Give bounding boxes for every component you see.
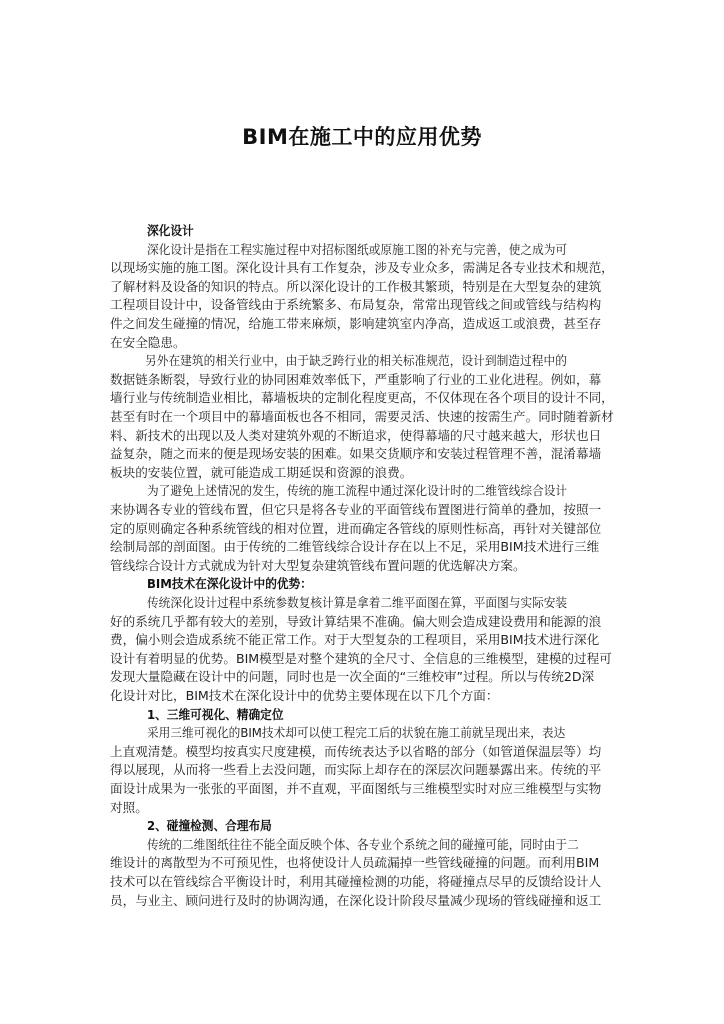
paragraph-line: 墙行业与传统制造业相比，幕墙板块的定制化程度更高，不仅体现在各个项目的设计不同， <box>110 390 614 406</box>
paragraph-line: 采用三维可视化的BIM技术却可以使工程完工后的状貌在施工前就呈现出来，表达 <box>147 725 566 741</box>
paragraph-line: 以现场实施的施工图。深化设计具有工作复杂，涉及专业众多，需满足各专业技术和规范， <box>110 260 614 276</box>
document-title: BIM在施工中的应用优势 <box>242 125 482 149</box>
paragraph-line: 料、新技术的出现以及人类对建筑外观的不断追求，使得幕墙的尺寸越来越大，形状也日 <box>110 427 602 443</box>
paragraph-line: 维设计的离散型为不可预见性，也将使设计人员疏漏掉一些管线碰撞的问题。而利用BIM <box>110 855 600 871</box>
paragraph-line: 传统的二维图纸往往不能全面反映个体、各专业个系统之间的碰撞可能，同时由于二 <box>147 836 579 852</box>
paragraph-line: 工程项目设计中，设备管线由于系统繁多、布局复杂，常常出现管线之间或管线与结构构 <box>110 297 602 313</box>
paragraph-line: 传统深化设计过程中系统参数复核计算是拿着二维平面图在算，平面图与实际安装 <box>147 595 568 610</box>
paragraph-line: 发现大量隐藏在设计中的问题，同时也是一次全面的“三维校审”过程。所以与传统2D深 <box>110 669 595 685</box>
paragraph-line: 定的原则确定各种系统管线的相对位置，进而确定各管线的原则性标高，再针对关键部位 <box>110 520 602 536</box>
section-heading: 深化设计 <box>147 223 194 238</box>
paragraph-line: 益复杂，随之而来的便是现场安装的困难。如果交货顺序和安装过程管理不善，混淆幕墙 <box>110 446 602 462</box>
paragraph-line: 面设计成果为一张张的平面图，并不直观，平面图纸与三维模型实时对应三维模型与实物 <box>110 781 602 796</box>
paragraph-line: 数据链条断裂，导致行业的协同困难效率低下，严重影响了行业的工业化进程。例如，幕 <box>110 371 602 387</box>
paragraph-line: 对照。 <box>110 799 148 815</box>
section-heading: BIM技术在深化设计中的优势： <box>147 576 312 592</box>
paragraph-line: 得以展现，从而将一些看上去没问题，而实际上却存在的深层次问题暴露出来。传统的平 <box>110 762 602 778</box>
paragraph-line: 绘制局部的剖面图。由于传统的二维管线综合设计存在以上不足，采用BIM技术进行三维 <box>110 539 600 555</box>
paragraph-line: 设计有着明显的优势。BIM模型是对整个建筑的全尺寸、全信息的三维模型，建模的过程可 <box>110 650 612 666</box>
paragraph-line: 另外在建筑的相关行业中，由于缺乏跨行业的相关标准规范，设计到制造过程中的 <box>145 353 567 369</box>
section-heading: 1、三维可视化、精确定位 <box>147 706 284 722</box>
paragraph-line: 技术可以在管线综合平衡设计时，利用其碰撞检测的功能，将碰撞点尽早的反馈给设计人 <box>110 874 602 889</box>
paragraph-line: 深化设计是指在工程实施过程中对招标图纸或原施工图的补充与完善，使之成为可 <box>147 241 568 257</box>
paragraph-line: 化设计对比，BIM技术在深化设计中的优势主要体现在以下几个方面： <box>110 688 499 703</box>
paragraph-line: 甚至有时在一个项目中的幕墙面板也各不相同，需要灵活、快速的按需生产。同时随着新材 <box>110 409 614 424</box>
paragraph-line: 来协调各专业的管线布置，但它只是将各专业的平面管线布置图进行简单的叠加，按照一 <box>110 502 602 517</box>
paragraph-line: 员，与业主、顾问进行及时的协调沟通，在深化设计阶段尽量减少现场的管线碰撞和返工 <box>110 892 602 908</box>
paragraph-line: 好的系统几乎都有较大的差别，导致计算结果不准确。偏大则会造成建设费用和能源的浪 <box>110 613 602 629</box>
paragraph-line: 上直观清楚。模型均按真实尺度建模，而传统表达予以省略的部分（如管道保温层等）均 <box>110 743 602 759</box>
paragraph-line: 了解材料及设备的知识的特点。所以深化设计的工作极其繁琐，特别是在大型复杂的建筑 <box>110 278 602 294</box>
paragraph-line: 管线综合设计方式就成为针对大型复杂建筑管线布置问题的优选解决方案。 <box>110 557 526 573</box>
paragraph-line: 件之间发生碰撞的情况，给施工带来麻烦，影响建筑室内净高，造成返工或浪费，甚至存 <box>110 316 602 331</box>
section-heading: 2、碰撞检测、合理布局 <box>147 818 272 834</box>
paragraph-line: 费，偏小则会造成系统不能正常工作。对于大型复杂的工程项目，采用BIM技术进行深化 <box>110 632 600 648</box>
paragraph-line: 板块的安装位置，就可能造成工期延误和资源的浪费。 <box>110 464 413 480</box>
paragraph-line: 在安全隐患。 <box>110 334 186 350</box>
paragraph-line: 为了避免上述情况的发生，传统的施工流程中通过深化设计时的二维管线综合设计 <box>147 483 568 499</box>
